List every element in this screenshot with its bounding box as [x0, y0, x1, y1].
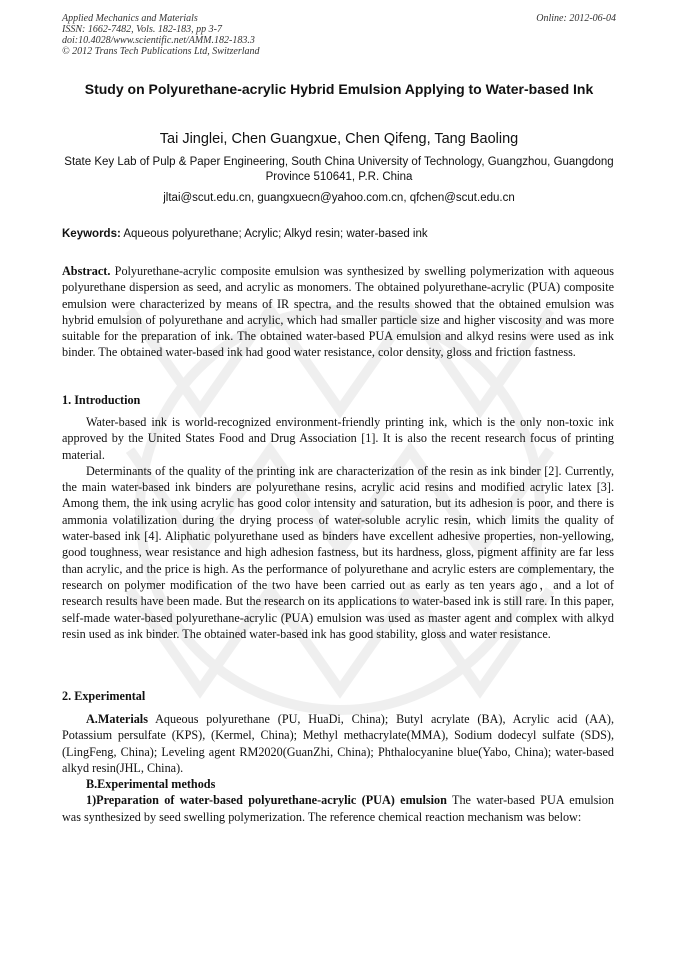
preparation-label: 1)Preparation of water-based polyurethane-acrylic (PUA) emulsion [86, 793, 447, 808]
journal-name: Applied Mechanics and Materials [62, 13, 198, 24]
intro-paragraph-2: Determinants of the quality of the printing ink are characterization of the resin as ink binder [2]. Currently, the main water-based ink binders are polyurethane resins, acrylic acid resins and modified acrylic latex [3]. Among them, the ink using acrylic has good color intensity and saturation, but its adhesion is poor, and there is ammonia volatilization during the drying process of water-soluble acrylic resin, which limits the quality of water-based ink [4]. Aliphatic polyurethane used as binders have excellent adhesive properties, non-yellowing, good toughness, wear resistance and high adhesion fastness, but its hardness, gloss, pigment affinity are far less than acrylic, and the price is high. As the performance of polyurethane and acrylic esters are complementary, the research on polymer modification of the two have been carried out as early as ten years ago，and a lot of research results have been made. But the research on its applications to water-based ink is still rare. In this paper, self-made water-based polyurethane-acrylic (PUA) emulsion was used as master agent and complex with alkyd resin used as ink binder. The obtained water-based ink has good stability, gloss and water resistance. [62, 463, 614, 641]
online-date: Online: 2012-06-04 [536, 13, 616, 24]
keywords [62, 228, 616, 240]
methods-heading: B.Experimental methods [86, 777, 216, 792]
doi-line: doi:10.4028/www.scientific.net/AMM.182-183.3 [62, 35, 255, 46]
experimental-body [62, 711, 614, 825]
preparation-paragraph [62, 792, 614, 825]
paper-title: Study on Polyurethane-acrylic Hybrid Emulsion Applying to Water-based Ink [84, 81, 594, 97]
author-list: Tai Jinglei, Chen Guangxue, Chen Qifeng, Tang Baoling [159, 131, 519, 147]
copyright-line: © 2012 Trans Tech Publications Ltd, Switzerland [62, 46, 260, 57]
materials-text: Aqueous polyurethane (PU, HuaDi, China); Butyl acrylate (BA), Acrylic acid (AA), Potassium persulfate (KPS), (Kermel, China); Methyl methacrylate(MMA), Sodium dodecyl sulfate (SDS), (LingFeng, China); Leveling agent RM2020(GuanZhi, China); Phthalocyanine blue(Yabo, China); water-based alkyd resin(JHL, China). [62, 712, 614, 775]
experimental-heading: 2. Experimental [62, 689, 146, 703]
issn-line: ISSN: 1662-7482, Vols. 182-183, pp 3-7 [62, 24, 222, 35]
materials-paragraph [62, 711, 614, 776]
keywords-text: Aqueous polyurethane; Acrylic; Alkyd resin; water-based ink [120, 228, 428, 240]
keywords-label: Keywords: [62, 228, 121, 240]
introduction-body [62, 414, 614, 642]
abstract-label: Abstract. [62, 264, 111, 278]
author-emails: jltai@scut.edu.cn, guangxuecn@yahoo.com.cn, qfchen@scut.edu.cn [163, 192, 515, 204]
preparation-text: The water-based PUA emulsion was synthesized by seed swelling polymerization. The reference chemical reaction mechanism was below: [62, 793, 614, 824]
affiliation: State Key Lab of Pulp & Paper Engineering, South China University of Technology, Guangzhou, Guangdong Province 510641, P.R. China [64, 156, 614, 183]
abstract-text: Polyurethane-acrylic composite emulsion was synthesized by swelling polymerization with aqueous polyurethane dispersion as seed, and acrylic as monomers. The obtained polyurethane-acrylic (PUA) composite emulsion were characterized by means of IR spectra, and the results showed that the obtained emulsion was hybrid emulsion of polyurethane and acrylic, which had smaller particle size and higher viscosity and was more suitable for the preparation of ink. The obtained water-based PUA emulsion and alkyd resins were used as ink binder. The obtained water-based ink had good water resistance, color density, gloss and friction fastness. [62, 264, 614, 360]
journal-header [62, 13, 616, 57]
intro-paragraph-1: Water-based ink is world-recognized environment-friendly printing ink, which is the only non-toxic ink approved by the United States Food and Drug Association [1]. It is also the recent research focus of printing material. [62, 415, 614, 462]
materials-label: A.Materials [86, 712, 148, 726]
introduction-heading: 1. Introduction [62, 393, 141, 407]
abstract [62, 263, 614, 361]
